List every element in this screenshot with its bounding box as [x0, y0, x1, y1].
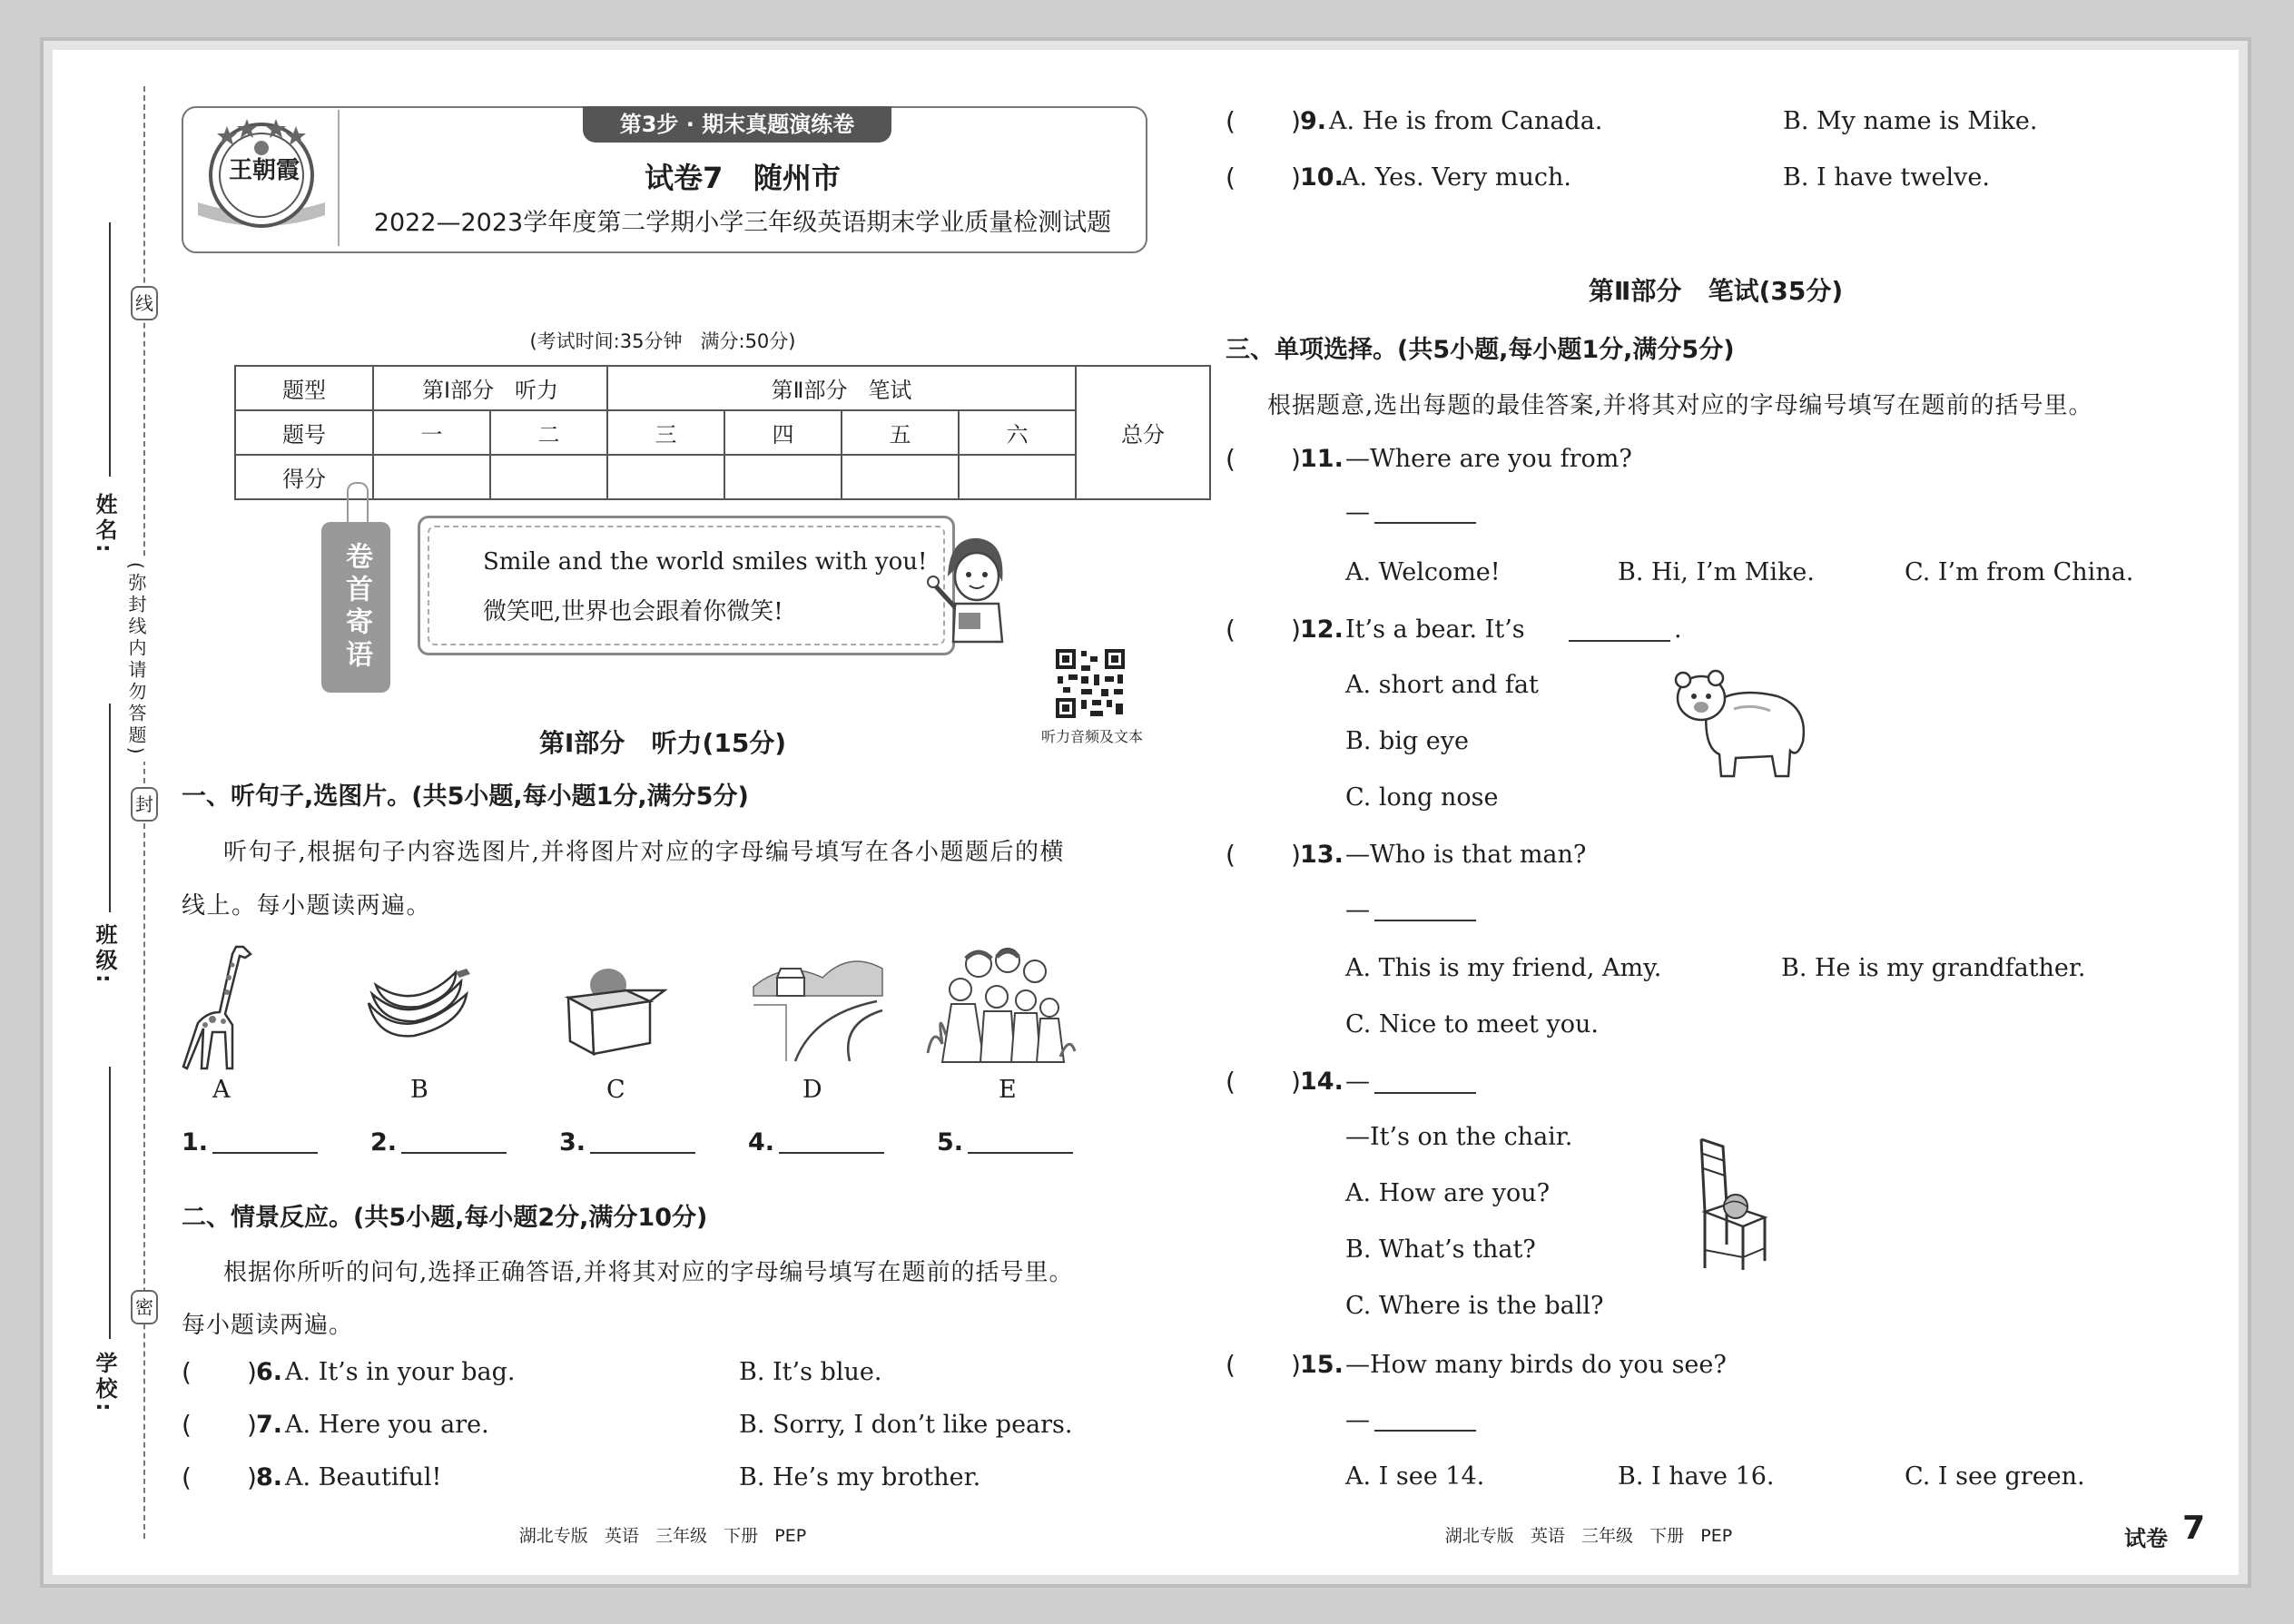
question-number: 13. [1300, 841, 1344, 869]
name-label: 姓名: [92, 493, 117, 556]
question-number: 8. [256, 1463, 283, 1491]
table-cell: 五 [842, 410, 959, 455]
option-b: B. It’s blue. [739, 1358, 882, 1386]
score-cell[interactable] [842, 455, 959, 499]
giraffe-picture [180, 941, 261, 1073]
section3-instruction: 根据题意,选出每题的最佳答案,并将其对应的字母编号填写在题前的括号里。 [1267, 392, 2093, 419]
option-a: A. short and fat [1345, 671, 1539, 699]
footer-right: 湖北专版 英语 三年级 下册 PEP [1444, 1526, 1733, 1546]
paper-label: 试卷 [2124, 1526, 2168, 1551]
question-number: 15. [1300, 1351, 1344, 1379]
answer-paren-close: ) [247, 1357, 257, 1387]
option-c: C. Where is the ball? [1345, 1292, 1604, 1320]
blank-number: 1. [182, 1128, 209, 1156]
class-field-line [109, 704, 111, 912]
school-field-line [109, 1067, 111, 1339]
bear-picture [1670, 664, 1816, 782]
page-number: 7 [2182, 1510, 2206, 1547]
table-cell: 六 [959, 410, 1076, 455]
exam-info: (考试时间:35分钟 满分:50分) [529, 330, 796, 352]
answer-blank-5[interactable] [968, 1132, 1073, 1154]
given-answer: —It’s on the chair. [1345, 1123, 1573, 1151]
blank-number: 5. [937, 1128, 964, 1156]
qr-caption: 听力音频及文本 [1040, 728, 1143, 745]
pic-letter-d: D [802, 1076, 822, 1104]
school-label: 学校: [92, 1352, 117, 1415]
class-label: 班级: [92, 923, 117, 987]
family-picture [924, 944, 1078, 1067]
answer-paren-close: ) [247, 1462, 257, 1492]
section2-instruction-cont: 每小题读两遍。 [182, 1312, 354, 1339]
option-b: B. I have twelve. [1783, 163, 1990, 192]
score-cell[interactable] [373, 455, 490, 499]
question-number: 7. [256, 1411, 283, 1439]
answer-dash: — [1345, 498, 1370, 527]
option-a: A. How are you? [1345, 1179, 1551, 1207]
chair-picture [1683, 1136, 1783, 1272]
table-cell: 第Ⅱ部分 笔试 [607, 366, 1076, 410]
answer-dash: — [1345, 1406, 1370, 1434]
table-cell: 总分 [1076, 366, 1210, 499]
score-cell[interactable] [959, 455, 1076, 499]
table-cell: 三 [607, 410, 724, 455]
part1-title: 第Ⅰ部分 听力(15分) [538, 728, 787, 758]
answer-paren[interactable]: ( [1226, 1067, 1236, 1097]
section2-instruction: 根据你所听的问句,选择正确答语,并将其对应的字母编号填写在题前的括号里。 [223, 1259, 1074, 1286]
answer-paren-close: ) [247, 1410, 257, 1440]
option-a: A. Beautiful! [285, 1463, 442, 1491]
step-label: 第3步 · 期末真题演练卷 [583, 106, 891, 143]
answer-blank-15[interactable] [1374, 1410, 1476, 1432]
pic-letter-e: E [999, 1076, 1017, 1104]
question-number: 14. [1300, 1068, 1344, 1096]
option-a: A. He is from Canada. [1329, 107, 1603, 135]
table-cell: 一 [373, 410, 490, 455]
table-cell: 得分 [235, 455, 373, 499]
option-a: A. It’s in your bag. [285, 1358, 516, 1386]
option-b: B. My name is Mike. [1783, 107, 2038, 135]
name-field-line [109, 222, 111, 477]
logo-text: 王朝霞 [228, 157, 300, 184]
question-8 [182, 1462, 1144, 1495]
score-cell[interactable] [724, 455, 842, 499]
qr-code [1054, 647, 1127, 720]
question-9 [1226, 106, 2206, 139]
option-b: B. He’s my brother. [739, 1463, 981, 1491]
exam-sheet [53, 50, 2239, 1575]
answer-paren-close: ) [1291, 615, 1301, 645]
table-row [235, 410, 1210, 455]
table-cell: 第Ⅰ部分 听力 [373, 366, 607, 410]
answer-paren[interactable]: ( [182, 1357, 192, 1387]
option-b: B. Hi, I’m Mike. [1618, 558, 1815, 586]
table-row [235, 455, 1210, 499]
answer-blank-4[interactable] [779, 1132, 884, 1154]
option-b: B. What’s that? [1345, 1235, 1536, 1264]
question-number: 10. [1300, 163, 1344, 192]
question-stem: It’s a bear. It’s [1345, 615, 1525, 644]
option-c: C. Nice to meet you. [1345, 1010, 1599, 1038]
option-c: C. long nose [1345, 783, 1499, 812]
answer-paren-close: ) [1291, 840, 1301, 870]
answer-paren[interactable]: ( [1226, 615, 1236, 645]
section1-instruction-cont: 线上。每小题读两遍。 [182, 892, 432, 920]
section1-title: 一、听句子,选图片。(共5小题,每小题1分,满分5分) [182, 782, 749, 811]
question-number: 9. [1300, 107, 1327, 135]
motto-tag: 卷首寄语 [321, 522, 390, 693]
answer-blank-13[interactable] [1374, 900, 1476, 921]
binding-mark-sealed: 密 [131, 1290, 158, 1324]
question-6 [182, 1357, 1144, 1390]
motto-en: Smile and the world smiles with you! [483, 548, 928, 576]
motto-zh: 微笑吧,世界也会跟着你微笑! [483, 598, 783, 625]
answer-paren[interactable]: ( [1226, 106, 1236, 136]
question-7 [182, 1410, 1144, 1442]
option-b: B. big eye [1345, 727, 1470, 755]
question-12 [1226, 615, 2206, 647]
bananas-picture [359, 967, 478, 1048]
answer-paren-close: ) [1291, 444, 1301, 474]
option-c: C. I see green. [1905, 1462, 2085, 1491]
section3-title: 三、单项选择。(共5小题,每小题1分,满分5分) [1226, 336, 1735, 364]
answer-paren-close: ) [1291, 106, 1301, 136]
box-picture [550, 960, 668, 1059]
answer-paren-close: ) [1291, 1067, 1301, 1097]
answer-blank-12[interactable] [1569, 620, 1670, 642]
section1-instruction: 听句子,根据句子内容选图片,并将图片对应的字母编号填写在各小题题后的横 [223, 839, 1066, 866]
option-c: C. I’m from China. [1905, 558, 2134, 586]
answer-paren-close: ) [1291, 1350, 1301, 1380]
question-stem: —Where are you from? [1345, 445, 1632, 473]
answer-blank-14[interactable] [1374, 1072, 1476, 1094]
motto-box [418, 516, 955, 655]
table-cell: 四 [724, 410, 842, 455]
landscape-picture [750, 941, 886, 1065]
part2-title: 第Ⅱ部分 笔试(35分) [1588, 276, 1844, 306]
score-cell[interactable] [607, 455, 724, 499]
binding-mark-seal: 封 [131, 787, 158, 822]
answer-paren[interactable]: ( [182, 1462, 192, 1492]
blank-number: 4. [748, 1128, 775, 1156]
question-13 [1226, 840, 2206, 872]
score-table [234, 365, 1211, 500]
question-stem: —How many birds do you see? [1345, 1351, 1727, 1379]
blank-number: 2. [370, 1128, 398, 1156]
answer-blank-1[interactable] [212, 1132, 318, 1154]
question-number: 6. [256, 1358, 283, 1386]
answer-blank-11[interactable] [1374, 502, 1476, 524]
table-cell: 题号 [235, 410, 373, 455]
girl-illustration [922, 529, 1022, 647]
option-a: A. I see 14. [1345, 1462, 1485, 1491]
header-divider [338, 110, 340, 246]
question-10 [1226, 162, 2206, 195]
section2-title: 二、情景反应。(共5小题,每小题2分,满分10分) [182, 1204, 708, 1232]
answer-paren-close: ) [1291, 162, 1301, 192]
answer-paren[interactable]: ( [1226, 444, 1236, 474]
question-number: 11. [1300, 445, 1344, 473]
paper-subtitle: 2022—2023学年度第二学期小学三年级英语期末学业质量检测试题 [373, 209, 1112, 237]
score-cell[interactable] [490, 455, 607, 499]
answer-blank-2[interactable] [401, 1132, 507, 1154]
paper-title: 试卷7 随州市 [645, 161, 841, 195]
pic-letter-b: B [410, 1076, 428, 1104]
answer-dash: — [1345, 896, 1370, 924]
answer-blank-row [182, 1128, 1144, 1161]
option-b: B. Sorry, I don’t like pears. [739, 1411, 1073, 1439]
option-a: A. Welcome! [1345, 558, 1501, 586]
footer-left: 湖北专版 英语 三年级 下册 PEP [518, 1526, 807, 1546]
table-cell: 二 [490, 410, 607, 455]
question-15 [1226, 1350, 2206, 1383]
question-stem: — [1345, 1068, 1370, 1096]
question-number: 12. [1300, 615, 1344, 644]
pic-letter-a: A [212, 1076, 231, 1104]
option-a: A. Yes. Very much. [1342, 163, 1571, 192]
question-14 [1226, 1067, 2206, 1099]
answer-blank-3[interactable] [590, 1132, 695, 1154]
binding-mark-line: 线 [131, 286, 158, 320]
answer-paren[interactable]: ( [1226, 162, 1236, 192]
table-cell: 题型 [235, 366, 373, 410]
table-row [235, 366, 1210, 410]
answer-paren[interactable]: ( [1226, 840, 1236, 870]
answer-paren[interactable]: ( [1226, 1350, 1236, 1380]
question-stem: —Who is that man? [1345, 841, 1587, 869]
no-answer-notice: (弥封线内请勿答题) [123, 558, 150, 762]
stem-end: . [1674, 615, 1682, 644]
answer-paren[interactable]: ( [182, 1410, 192, 1440]
blank-number: 3. [559, 1128, 586, 1156]
pic-letter-c: C [606, 1076, 625, 1104]
question-11 [1226, 444, 2206, 477]
option-b: B. He is my grandfather. [1781, 954, 2086, 982]
option-b: B. I have 16. [1618, 1462, 1775, 1491]
option-a: A. Here you are. [285, 1411, 489, 1439]
option-a: A. This is my friend, Amy. [1345, 954, 1662, 982]
